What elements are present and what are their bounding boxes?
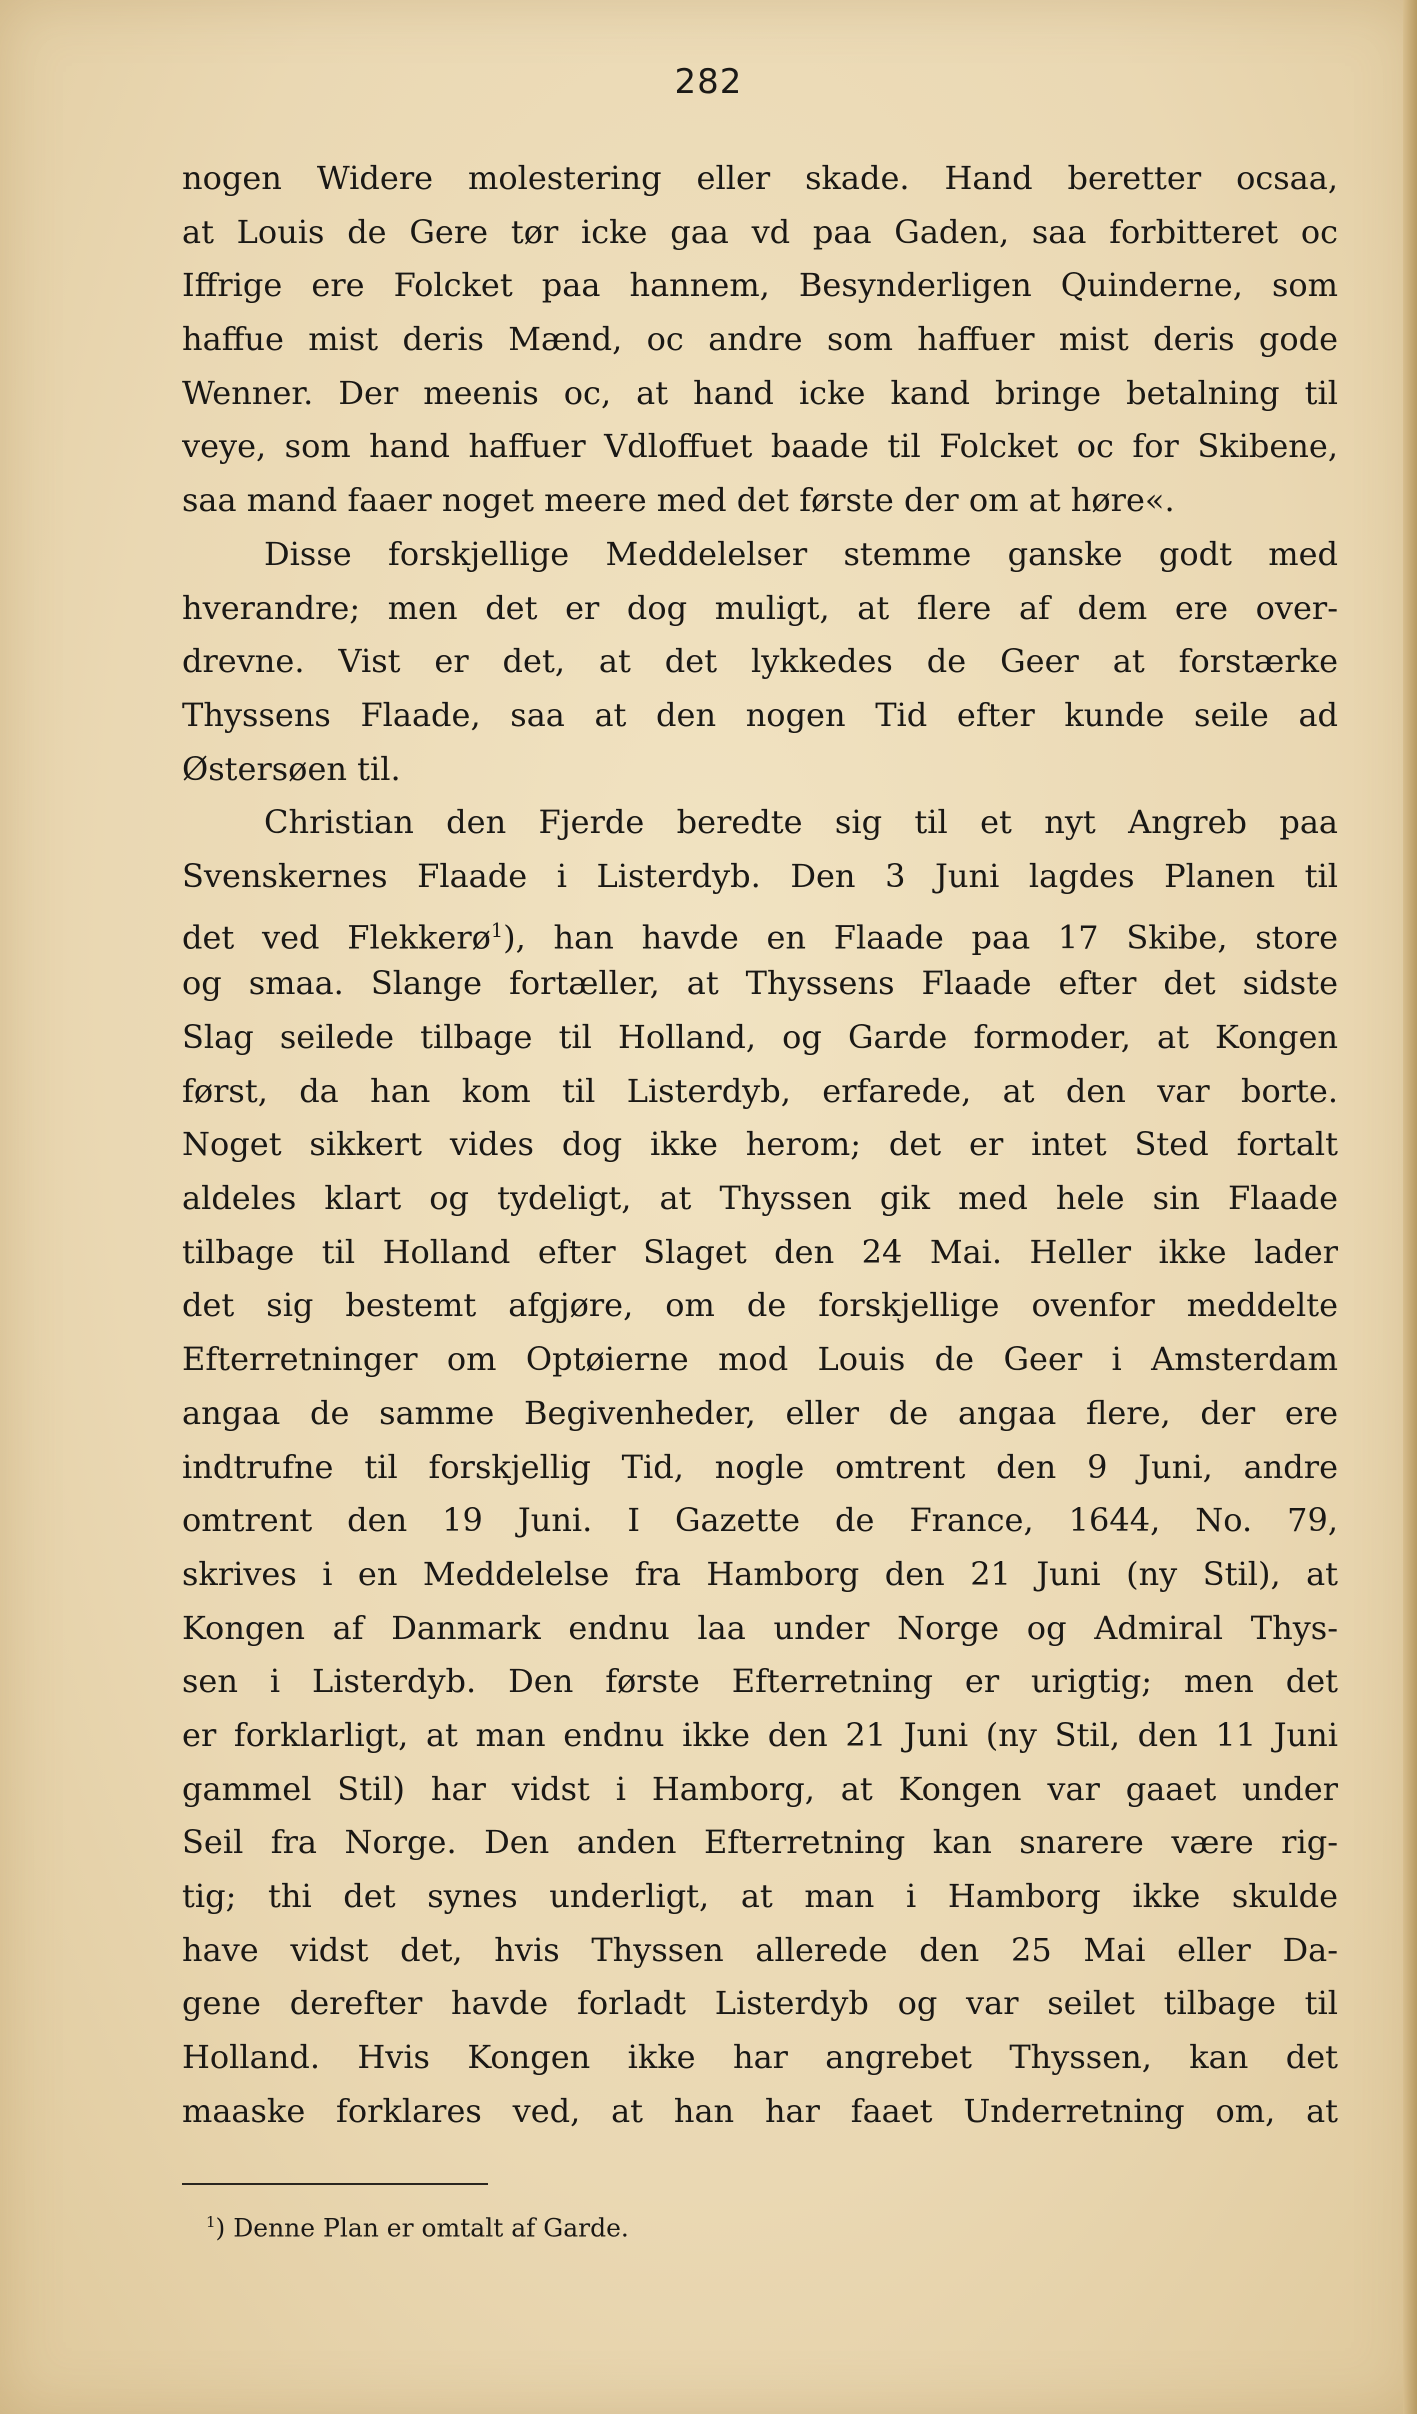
text-line: angaa de samme Begivenheder, eller de angaa flere, der ere xyxy=(182,1393,1338,1432)
text-line: Kongen af Danmark endnu laa under Norge og Admiral Thys- xyxy=(182,1608,1338,1647)
text-line: gene derefter havde forladt Listerdyb og var seilet tilbage til xyxy=(182,1984,1338,2023)
text-line: veye, som hand haffuer Vdloffuet baade til Folcket oc for Skibene, xyxy=(182,427,1338,466)
line-text: ), han havde en Flaade paa 17 Skibe, store xyxy=(503,918,1338,957)
text-line: maaske forklares ved, at han har faaet Underretning om, at xyxy=(182,2091,1338,2130)
text-line: omtrent den 19 Juni. I Gazette de France, 1644, No. 79, xyxy=(182,1501,1338,1540)
text-line: skrives i en Meddelelse fra Hamborg den 21 Juni (ny Stil), at xyxy=(182,1554,1338,1593)
footnote-divider xyxy=(182,2183,488,2185)
footnote-reference[interactable]: 1 xyxy=(490,918,504,942)
text-line: Holland. Hvis Kongen ikke har angrebet Thyssen, kan det xyxy=(182,2038,1338,2077)
text-line: aldeles klart og tydeligt, at Thyssen gik med hele sin Flaade xyxy=(182,1179,1338,1218)
text-line: Seil fra Norge. Den anden Efterretning kan snarere være rig- xyxy=(182,1823,1338,1862)
text-line: haffue mist deris Mænd, oc andre som haffuer mist deris gode xyxy=(182,320,1338,359)
text-line: Østersøen til. xyxy=(182,749,401,788)
text-line: tig; thi det synes underligt, at man i Hamborg ikke skulde xyxy=(182,1877,1338,1915)
text-line: drevne. Vist er det, at det lykkedes de Geer at forstærke xyxy=(182,642,1338,681)
text-line: have vidst det, hvis Thyssen allerede den 25 Mai eller Da- xyxy=(182,1930,1338,1969)
footnote xyxy=(206,2213,629,2242)
line-text: det ved Flekkerø xyxy=(182,918,491,957)
text-line: at Louis de Gere tør icke gaa vd paa Gaden, saa forbitteret oc xyxy=(182,212,1338,251)
text-line: Iffrige ere Folcket paa hannem, Besynderligen Quinderne, som xyxy=(182,266,1338,305)
text-line: først, da han kom til Listerdyb, erfarede, at den var borte. xyxy=(182,1071,1338,1110)
text-line: sen i Listerdyb. Den første Efterretning er urigtig; men det xyxy=(182,1662,1338,1701)
page-number: 282 xyxy=(674,62,743,102)
text-line: det sig bestemt afgjøre, om de forskjellige ovenfor meddelte xyxy=(182,1286,1338,1325)
text-line: indtrufne til forskjellig Tid, nogle omtrent den 9 Juni, andre xyxy=(182,1447,1338,1486)
text-line: Noget sikkert vides dog ikke herom; det er intet Sted fortalt xyxy=(182,1125,1338,1164)
text-line: tilbage til Holland efter Slaget den 24 Mai. Heller ikke lader xyxy=(182,1232,1338,1271)
body-text xyxy=(182,152,1338,2138)
text-line-with-footnote-ref xyxy=(182,904,1338,958)
page-edge xyxy=(1403,0,1417,2414)
text-line: Thyssens Flaade, saa at den nogen Tid efter kunde seile ad xyxy=(182,695,1338,734)
text-line: gammel Stil) har vidst i Hamborg, at Kongen var gaaet under xyxy=(182,1769,1338,1808)
text-line: saa mand faaer noget meere med det første der om at høre«. xyxy=(182,481,1175,520)
footnote-marker: 1 xyxy=(206,2213,216,2231)
text-line: nogen Widere molestering eller skade. Hand beretter ocsaa, xyxy=(182,159,1338,197)
footnote-text: ) Denne Plan er omtalt af Garde. xyxy=(215,2213,629,2243)
paragraph-start-line: Christian den Fjerde beredte sig til et nyt Angreb paa xyxy=(264,803,1338,842)
paragraph-start-line: Disse forskjellige Meddelelser stemme ganske godt med xyxy=(264,534,1338,573)
text-line: og smaa. Slange fortæller, at Thyssens Flaade efter det sidste xyxy=(182,964,1338,1003)
text-line: Svenskernes Flaade i Listerdyb. Den 3 Juni lagdes Planen til xyxy=(182,856,1338,895)
text-line: Wenner. Der meenis oc, at hand icke kand bringe betalning til xyxy=(182,373,1338,412)
text-line: Slag seilede tilbage til Holland, og Garde formoder, at Kongen xyxy=(182,1018,1338,1056)
text-line: Efterretninger om Optøierne mod Louis de Geer i Amsterdam xyxy=(182,1340,1338,1379)
text-line: hverandre; men det er dog muligt, at flere af dem ere over- xyxy=(182,588,1338,627)
text-line: er forklarligt, at man endnu ikke den 21 Juni (ny Stil, den 11 Juni xyxy=(182,1715,1338,1754)
